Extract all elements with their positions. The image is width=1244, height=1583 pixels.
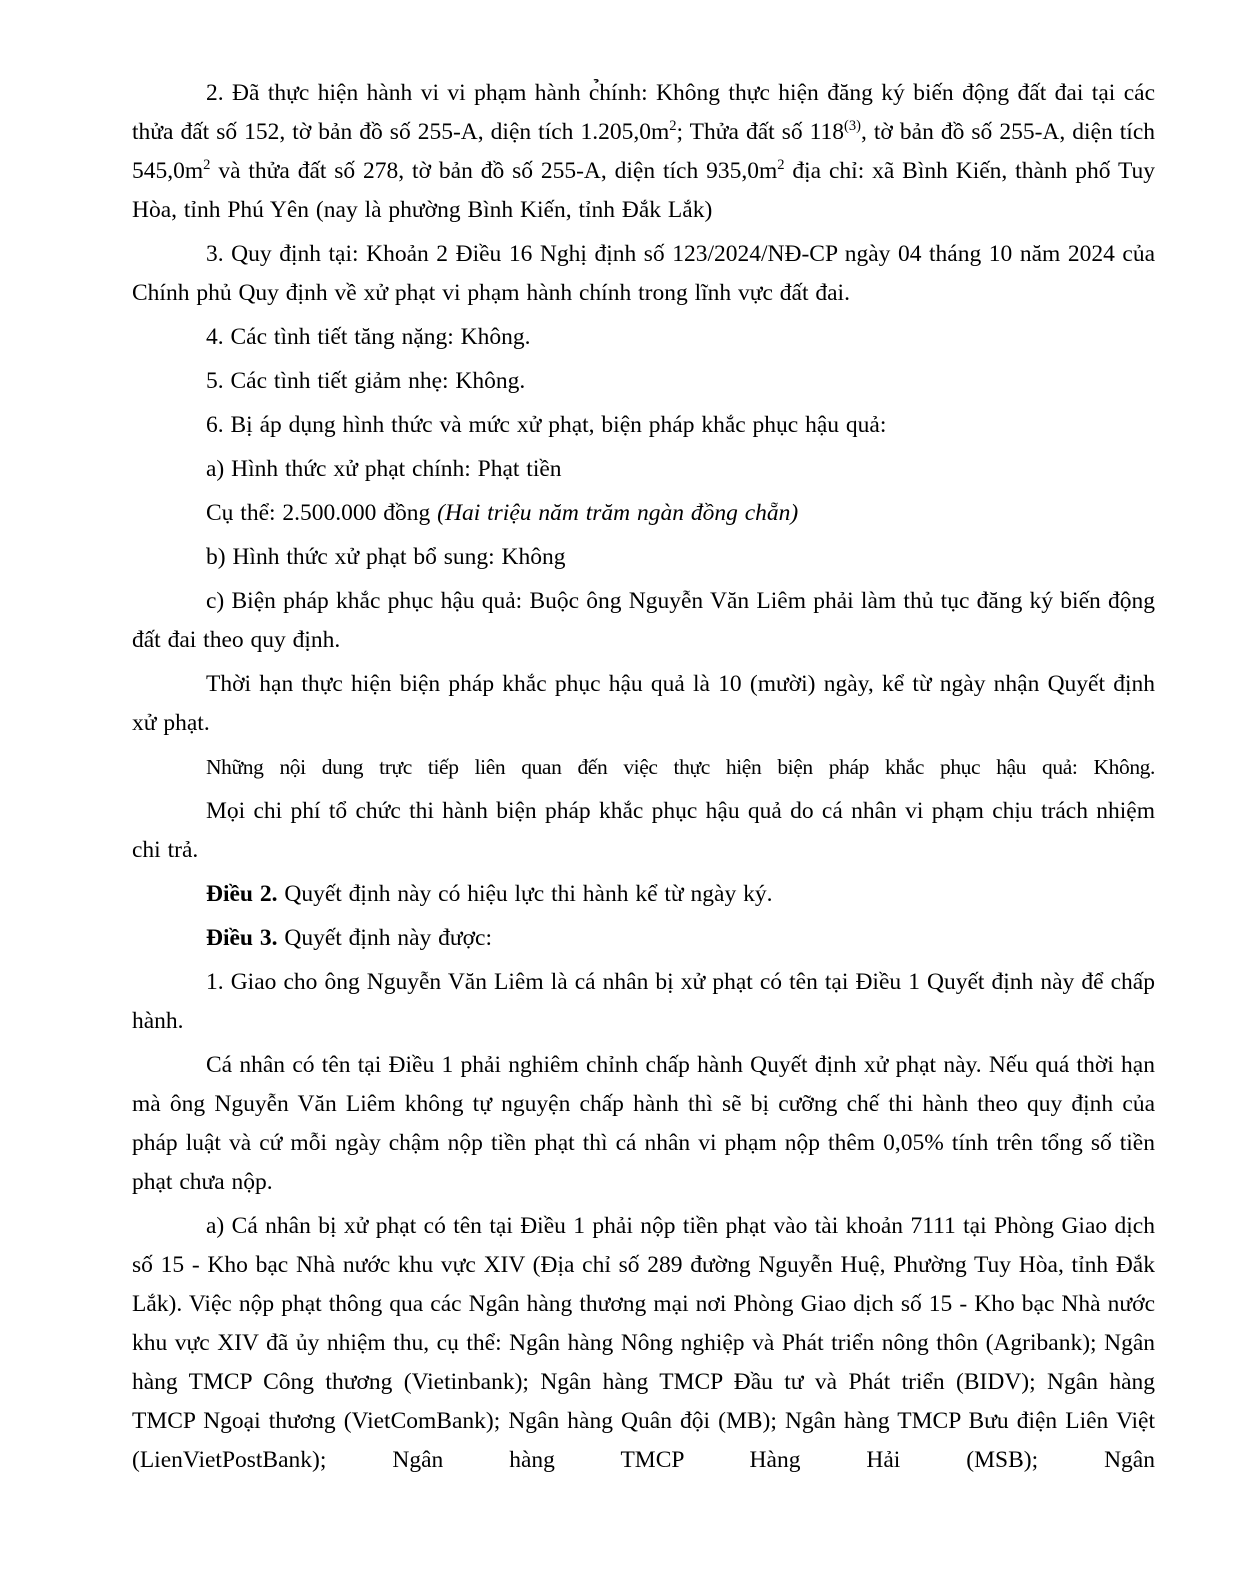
paragraph-fine-amount: Cụ thể: 2.500.000 đồng (Hai triệu năm trăm ngàn đồng chẵn) (206, 500, 799, 526)
paragraph-remedial-measures: c) Biện pháp khắc phục hậu quả: Buộc ông Nguyễn Văn Liêm phải làm thủ tục đăng ký biến động đất đai theo quy định. (132, 588, 1155, 653)
paragraph-legal-basis: 3. Quy định tại: Khoản 2 Điều 16 Nghị định số 123/2024/NĐ-CP ngày 04 tháng 10 năm 2024 của Chính phủ Quy định về xử phạt vi phạm hành chính trong lĩnh vực đất đai. (132, 241, 1155, 306)
paragraph-article-3: Điều 3. Quyết định này được: (206, 925, 493, 951)
paragraph-penalty-forms-heading: 6. Bị áp dụng hình thức và mức xử phạt, biện pháp khắc phục hậu quả: (206, 412, 887, 438)
paragraph-additional-penalty: b) Hình thức xử phạt bổ sung: Không (206, 544, 566, 570)
paragraph-remedial-related-content: Những nội dung trực tiếp liên quan đến việc thực hiện biện pháp khắc phục hậu quả: Không. (206, 755, 1155, 779)
paragraph-mitigating-circumstances: 5. Các tình tiết giảm nhẹ: Không. (206, 368, 526, 394)
paragraph-aggravating-circumstances: 4. Các tình tiết tăng nặng: Không. (206, 324, 531, 350)
paragraph-assignment: 1. Giao cho ông Nguyễn Văn Liêm là cá nhân bị xử phạt có tên tại Điều 1 Quyết định này để chấp hành. (132, 969, 1155, 1034)
paragraph-remedial-costs: Mọi chi phí tổ chức thi hành biện pháp khắc phục hậu quả do cá nhân vi phạm chịu trách nhiệm chi trả. (132, 798, 1155, 863)
paragraph-remedial-deadline: Thời hạn thực hiện biện pháp khắc phục hậu quả là 10 (mười) ngày, kể từ ngày nhận Quyết định xử phạt. (132, 671, 1155, 736)
paragraph-compliance-obligation: Cá nhân có tên tại Điều 1 phải nghiêm chỉnh chấp hành Quyết định xử phạt này. Nếu quá thời hạn mà ông Nguyễn Văn Liêm không tự nguyện chấp hành thì sẽ bị cưỡng chế thi hành theo quy định của pháp luật và cứ mỗi ngày chậm nộp tiền phạt thì cá nhân vi phạm nộp thêm 0,05% tính trên tổng số tiền phạt chưa nộp. (132, 1052, 1155, 1195)
paragraph-article-2: Điều 2. Quyết định này có hiệu lực thi hành kể từ ngày ký. (206, 881, 773, 907)
paragraph-main-penalty: a) Hình thức xử phạt chính: Phạt tiền (206, 456, 562, 482)
paragraph-violation-act: 2. Đã thực hiện hành vi vi phạm hành c̉hính: Không thực hiện đăng ký biến động đất đai tại các thửa đất số 152, tờ bản đồ số 255-A, diện tích $1.205,0m^2$; Thửa đất số 118$^{(3)}$, tờ bản đồ số 255-A, diện tích $545,0m^2$ và thửa đất số 278, tờ bản đồ số 255-A, diện tích $935,0m^2$ địa chỉ: xã Bình Kiến, thành phố Tuy Hòa, tỉnh Phú Yên (nay là phường Bình Kiến, tỉnh Đắk Lắk) (132, 80, 1156, 223)
paragraph-payment-instructions: a) Cá nhân bị xử phạt có tên tại Điều 1 phải nộp tiền phạt vào tài khoản 7111 tại Phòng Giao dịch số 15 - Kho bạc Nhà nước khu vực XIV (Địa chỉ số 289 đường Nguyễn Huệ, Phường Tuy Hòa, tỉnh Đắk Lắk). Việc nộp phạt thông qua các Ngân hàng thương mại nơi Phòng Giao dịch số 15 - Kho bạc Nhà nước khu vực XIV đã ủy nhiệm thu, cụ thể: Ngân hàng Nông nghiệp và Phát triển nông thôn (Agribank); Ngân hàng TMCP Công thương (Vietinbank); Ngân hàng TMCP Đầu tư và Phát triển (BIDV); Ngân hàng TMCP Ngoại thương (VietComBank); Ngân hàng Quân đội (MB); Ngân hàng TMCP Bưu điện Liên Việt (LienVietPostBank); Ngân hàng TMCP Hàng Hải (MSB); Ngân (132, 1213, 1155, 1473)
